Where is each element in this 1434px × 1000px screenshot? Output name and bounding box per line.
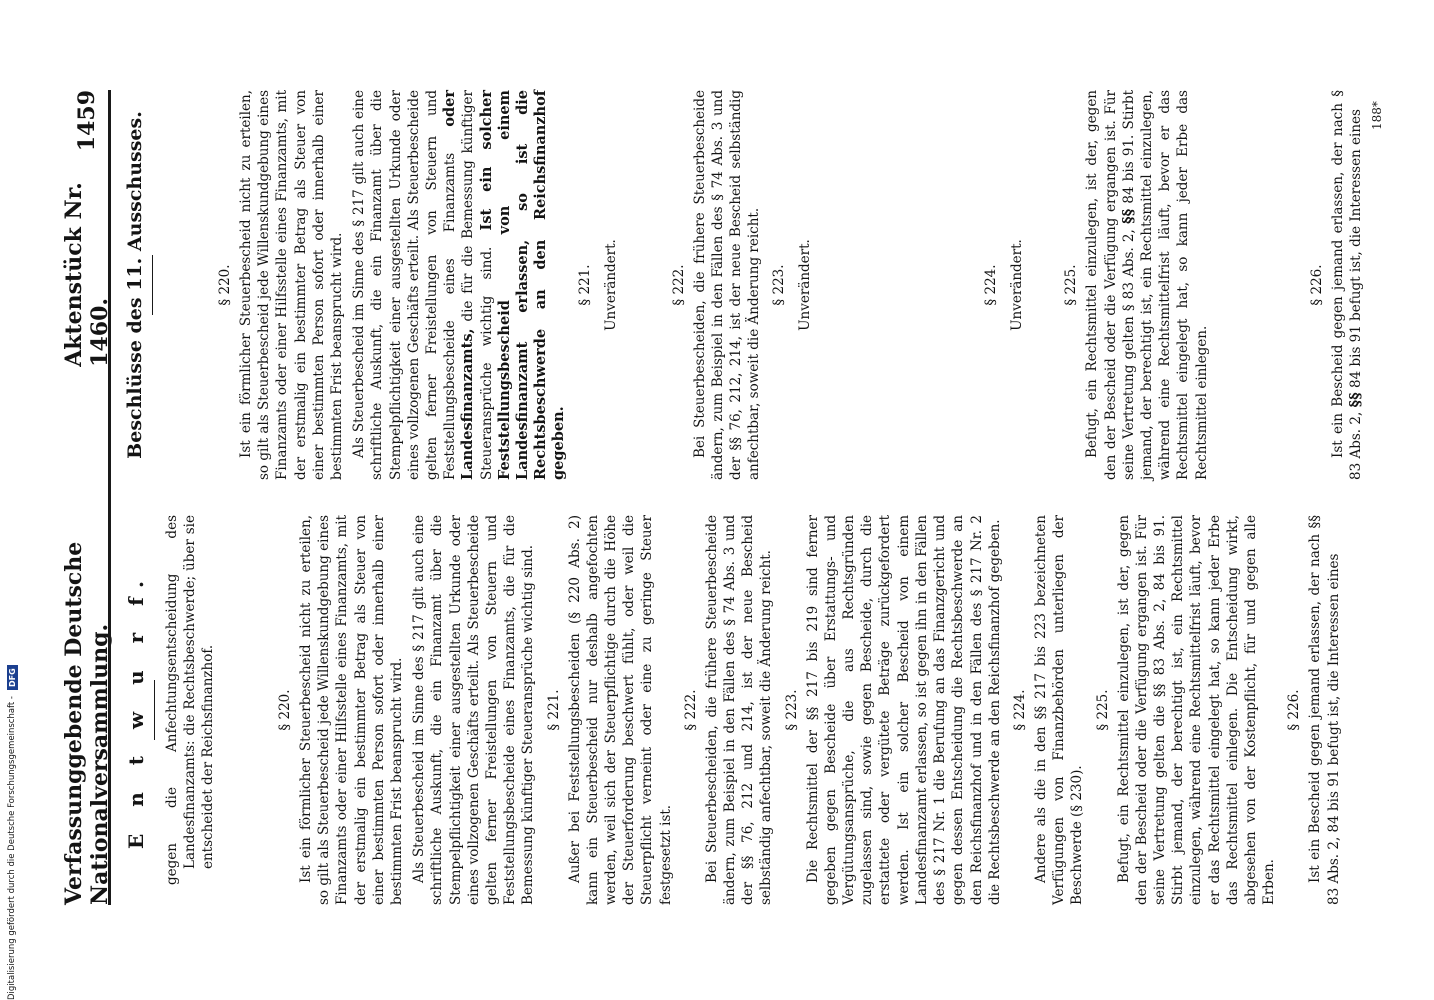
unchanged-note: Unverändert. — [797, 239, 814, 331]
section-number: § 221. — [576, 264, 593, 306]
section-number: § 220. — [217, 264, 233, 306]
amended-text: oder Landesfinanzamts, — [441, 90, 477, 480]
paragraph: Ist ein förmlicher Steuerbescheid nicht zu erteilen, so gilt als Steuerbescheid jede Willenskundgebung eines Finanzamts oder einer Hilfsstelle eines Finanzamts, mit der erstmalig ein bestimmter Betrag als Steuer von einer bestimmten Person sofort oder innerhalb einer bestimmten Frist beansprucht wird. — [298, 515, 406, 905]
paragraph-text: Ist ein Bescheid gegen jemand erlassen, der nach § 83 Abs. 2, — [1329, 90, 1365, 480]
paragraph: Bei Steuerbescheiden, die frühere Steuerbescheide ändern, zum Beispiel in den Fällen des § 74 Abs. 3 und der §§ 76, 212, 214, ist der neue Bescheid selbständig anfechtbar, soweit die Änderung reicht. — [691, 90, 763, 480]
draft-heading: E n t w u r f. — [124, 571, 148, 849]
section-number: § 222. — [682, 689, 699, 731]
footer-text: Digitalisierung gefördert durch die Deutsche Forschungsgemeinschaft - — [7, 696, 17, 1000]
section-number: § 224. — [983, 264, 1000, 306]
section-number: § 220. — [277, 689, 293, 731]
section-number: § 226. — [1308, 264, 1325, 306]
paragraph — [350, 90, 568, 480]
paragraph — [1329, 90, 1365, 480]
paragraph: Außer bei Feststellungsbescheiden (§ 220 Abs. 2) kann ein Steuerbescheid nur deshalb angefochten werden, weil sich der Steuerpflichtige durch die Höhe der Steuerforderung beschwert fühlt, oder weil die Steuerpflicht verneint oder eine zu geringe Steuer festgesetzt ist. — [566, 515, 674, 905]
draft-intro: gegen die Anfechtungsentscheidung des Landesfinanzamts: die Rechtsbeschwerde; über sie entscheidet der Reichsfinanzhof. — [164, 515, 216, 885]
heading-rule — [152, 255, 153, 315]
committee-column — [118, 90, 1369, 480]
amended-text: §§ — [1347, 392, 1365, 408]
section-number: § 223. — [783, 689, 800, 731]
amended-text: §§ — [1119, 208, 1137, 224]
paragraph-text: 84 bis 91. Stirbt jemand, der berechtigt ist, ein Rechtsmittel einzulegen, während eine Rechtsmittelfrist läuft, bevor er das Rechtsmittel eingelegt hat, so kann jeder Erbe das Rechtsmittel einlegen. — [1120, 89, 1210, 480]
section-number: § 222. — [670, 264, 687, 306]
section-number: § 225. — [1094, 689, 1111, 731]
section-number: § 226. — [1286, 689, 1303, 731]
signature-mark: 188* — [1370, 101, 1384, 130]
unchanged-note: Unverändert. — [602, 239, 619, 331]
document-page — [61, 89, 1390, 905]
draft-sections — [277, 515, 1343, 905]
amended-text: Ist ein solcher Feststellungsbescheid von einem Landesfinanzamt erlassen, so ist die Rechtsbeschwerde an den Reichsfinanzhof gegeben. — [477, 90, 568, 480]
paragraph — [1083, 90, 1210, 480]
paragraph-text: Als Steuerbescheid im Sinne des § 217 gilt auch eine schriftliche Auskunft, die ein Finanzamt über die Stempelpflichtigkeit einer ausgestellten Urkunde oder eines vollzogenen Geschäfts erteilt. Als Steuerbescheide gelten ferner Freistellungen von Steuern und Feststellungsbescheide eines Finanzamts — [351, 90, 459, 480]
section-number: § 223. — [771, 264, 788, 306]
paragraph: Die Rechtsmittel der §§ 217 bis 219 sind ferner gegeben gegen Bescheide über Erstattungs- und Vergütungsansprüche, die aus Rechtsgründen zugelassen sind, sowie gegen Bescheide, durch die erstattete oder vergütete Beträge zurückgefordert werden. Ist ein solcher Bescheid von einem Landesfinanzamt erlassen, so ist gegen ihn in den Fällen des § 217 Nr. 1 die Berufung an das Finanzgericht und gegen dessen Entscheidung die Rechtsbeschwerde an den Reichsfinanzhof und in den Fällen des § 217 Nr. 2 die Rechtsbeschwerde an den Reichsfinanzhof gegeben. — [804, 515, 1003, 905]
paragraph: Befugt, ein Rechtsmittel einzulegen, ist der, gegen den der Bescheid oder die Verfügung ergangen ist. Für seine Vertretung gelten die §§ 83 Abs. 2, 84 bis 91. Stirbt jemand, der berechtigt ist, ein Rechtsmittel einzulegen, während eine Rechtsmittelfrist läuft, bevor er das Rechtsmittel eingelegt hat, so kann jeder Erbe das Rechtsmittel einlegen. Die Entscheidung wirkt, abgesehen von der Kostenpflicht, für und gegen alle Erben. — [1115, 515, 1278, 905]
digitization-footer — [0, 0, 24, 1000]
unchanged-note: Unverändert. — [1009, 239, 1026, 331]
page-number: 1459 — [74, 90, 100, 152]
header-middle: Aktenstück Nr. 1460. — [61, 182, 113, 367]
section-number: § 225. — [1063, 264, 1080, 306]
section-number: § 224. — [1011, 689, 1028, 731]
dfg-logo: DFG — [7, 665, 18, 690]
committee-heading: Beschlüsse des 11. Ausschusses. — [124, 111, 146, 459]
running-header — [61, 90, 113, 905]
draft-column — [118, 515, 1347, 905]
paragraph: Ist ein Bescheid gegen jemand erlassen, der nach §§ 83 Abs. 2, 84 bis 91 befugt ist, die Interessen eines — [1307, 515, 1342, 905]
paragraph-text: die für die Bemessung künftiger Steueransprüche wichtig sind. — [460, 90, 495, 480]
header-rule — [108, 90, 111, 905]
paragraph-text: Befugt, ein Rechtsmittel einzulegen, ist der, gegen den der Bescheid oder die Verfügung ergangen ist. Für seine Vertretung gelten § 83 Abs. 2, — [1084, 90, 1137, 480]
paragraph: Ist ein förmlicher Steuerbescheid nicht zu erteilen, so gilt als Steuerbescheid jede Willenskundgebung eines Finanzamts oder einer Hilfsstelle eines Finanzamts, mit der erstmalig ein bestimmter Betrag als Steuer von einer bestimmten Person sofort oder innerhalb einer bestimmten Frist beansprucht wird. — [238, 90, 346, 480]
section-number: § 221. — [545, 689, 562, 731]
heading-rule — [154, 680, 155, 740]
paragraph: Andere als die in den §§ 217 bis 223 bezeichneten Verfügungen von Finanzbehörden unterliegen der Beschwerde (§ 230). — [1032, 515, 1086, 905]
paragraph: Als Steuerbescheid im Sinne des § 217 gilt auch eine schriftliche Auskunft, die ein Finanzamt über die Stempelpflichtigkeit einer ausgestellten Urkunde oder eines vollzogenen Geschäfts erteilt. Als Steuerbescheide gelten ferner Freistellungen von Steuern und Feststellungsbescheide eines Finanzamts, die für die Bemessung künftiger Steueransprüche wichtig sind. — [411, 515, 537, 905]
paragraph-text: 84 bis 91 befugt ist, die Interessen eines — [1348, 109, 1365, 388]
header-left: Verfassunggebende Deutsche Nationalversammlung. — [61, 541, 113, 905]
paragraph: Bei Steuerbescheiden, die frühere Steuerbescheide ändern, zum Beispiel in den Fällen des § 74 Abs. 3 und der §§ 76, 212 und 214, ist der neue Bescheid selbständig anfechtbar, soweit die Änderung reicht. — [703, 515, 775, 905]
